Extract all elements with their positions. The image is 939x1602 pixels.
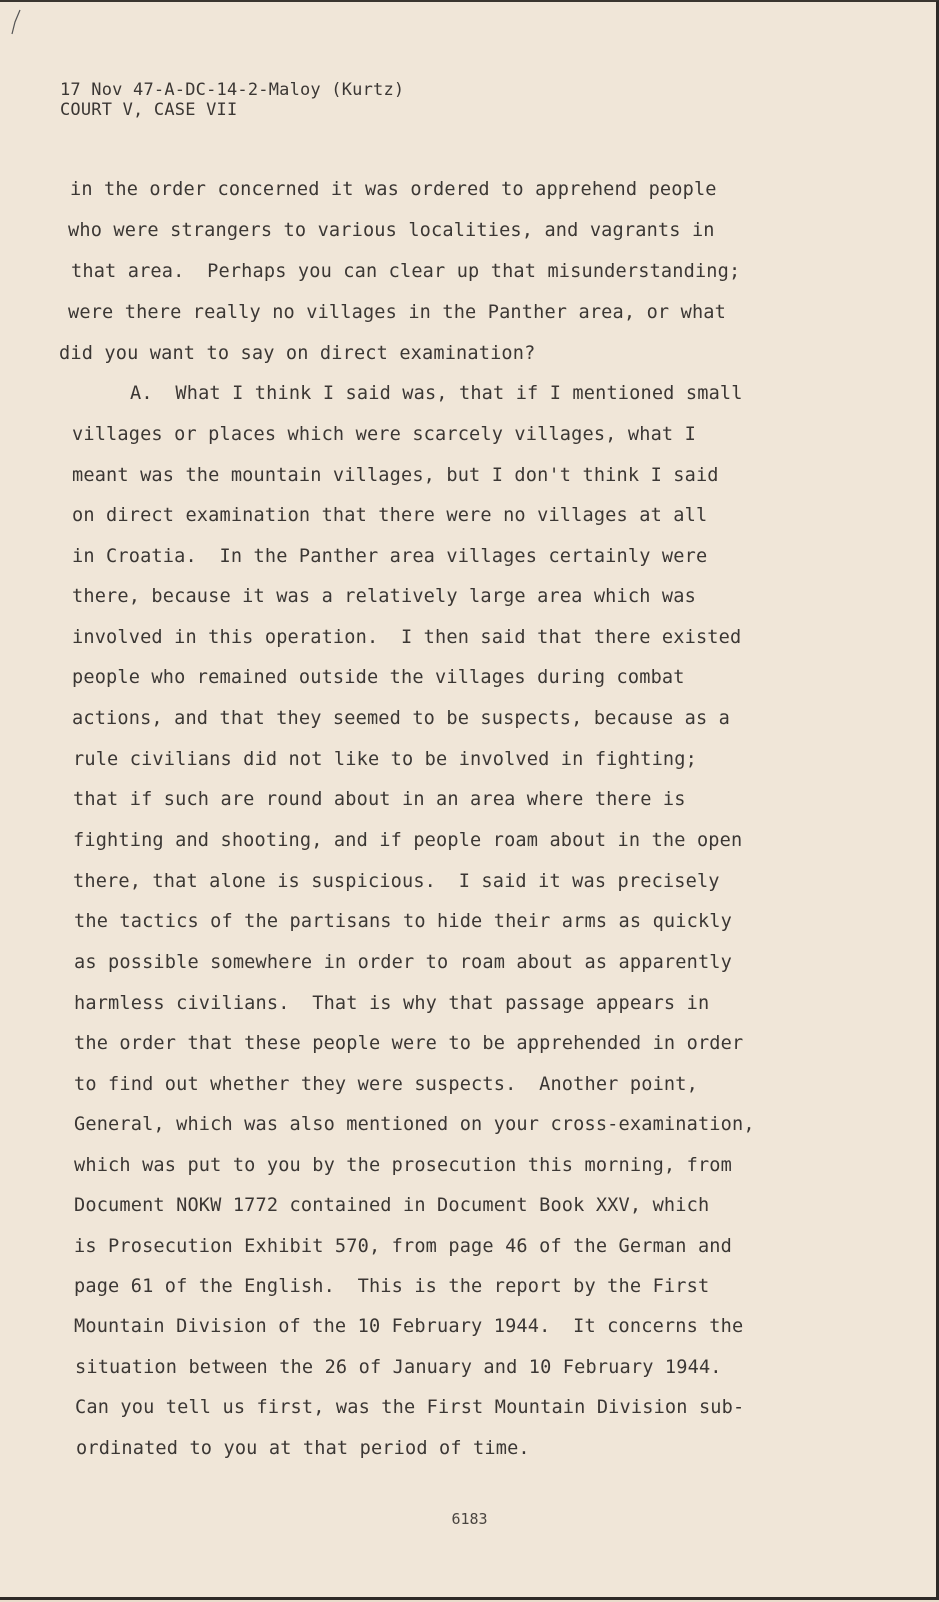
body-line: actions, and that they seemed to be suspects, because as a [72,708,730,729]
body-line: rule civilians did not like to be involved in fighting; [73,749,697,770]
body-line: Mountain Division of the 10 February 1944. It concerns the [74,1316,744,1337]
body-line: ordinated to you at that period of time. [76,1438,530,1459]
body-line: who were strangers to various localities, and vagrants in [68,220,715,241]
body-line: Can you tell us first, was the First Mountain Division sub- [75,1397,745,1418]
body-line: is Prosecution Exhibit 570, from page 46 of the German and [74,1236,732,1257]
transcript-body [0,2,939,1602]
body-line: the tactics of the partisans to hide their arms as quickly [74,911,732,932]
body-line: which was put to you by the prosecution this morning, from [74,1155,732,1176]
body-line: meant was the mountain villages, but I don't think I said [72,465,719,486]
body-line: A. What I think I said was, that if I mentioned small [130,383,743,404]
body-line: that if such are round about in an area where there is [73,789,686,810]
body-line: did you want to say on direct examination? [59,343,536,364]
body-line: villages or places which were scarcely villages, what I [72,424,696,445]
body-line: page 61 of the English. This is the report by the First [74,1276,710,1297]
body-line: there, because it was a relatively large area which was [72,586,696,607]
body-line: as possible somewhere in order to roam about as apparently [74,952,732,973]
header-transcript-id: 17 Nov 47-A-DC-14-2-Maloy (Kurtz) [60,80,405,100]
body-line: in the order concerned it was ordered to apprehend people [70,179,717,200]
body-line: situation between the 26 of January and 10 February 1944. [75,1357,722,1378]
body-line: Document NOKW 1772 contained in Document Book XXV, which [74,1195,710,1216]
body-line: harmless civilians. That is why that passage appears in [74,993,710,1014]
body-line: to find out whether they were suspects. Another point, [74,1074,698,1095]
body-line: involved in this operation. I then said that there existed [72,627,742,648]
body-line: there, that alone is suspicious. I said it was precisely [73,871,720,892]
body-line: in Croatia. In the Panther area villages certainly were [72,546,708,567]
body-line: on direct examination that there were no villages at all [72,505,708,526]
body-line: the order that these people were to be apprehended in order [74,1033,744,1054]
body-line: that area. Perhaps you can clear up that misunderstanding; [71,261,741,282]
body-line: fighting and shooting, and if people roam about in the open [73,830,743,851]
page-number: 6183 [451,1510,488,1528]
header-court-case: COURT V, CASE VII [60,100,238,120]
body-line: people who remained outside the villages during combat [72,667,685,688]
body-line: General, which was also mentioned on your cross-examination, [74,1114,755,1135]
body-line: were there really no villages in the Panther area, or what [68,302,726,323]
